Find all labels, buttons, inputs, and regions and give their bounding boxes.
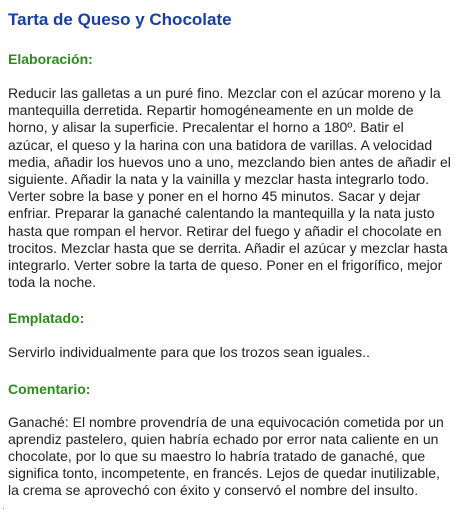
corner-dot: [3, 508, 4, 509]
section-text-comentario: Ganaché: El nombre provendría de una equivocación cometida por un aprendiz pastelero, quien habría echado por error nata caliente en un chocolate, por lo que su maestro lo habría tratado de ganaché, que significa tonto, incompetente, en francés. Lejos de quedar inutilizable, la crema se aprovechó con éxito y conservó el nombre del insulto.: [8, 413, 444, 499]
section-text-emplatado: Servirlo individualmente para que los trozos sean iguales..: [8, 344, 370, 361]
section-text-elaboracion: Reducir las galletas a un puré fino. Mezclar con el azúcar moreno y la mantequilla derretida. Repartir homogéneamente en un molde de horno, y alisar la superficie. Precalentar el horno a 180º. Batir el azúcar, el queso y la harina con una batidora de varillas. A velocidad media, añadir los huevos uno a uno, mezclando bien antes de añadir el siguiente. Añadir la nata y la vainilla y mezclar hasta integrarlo todo. Verter sobre la base y poner en el horno 45 minutos. Sacar y dejar enfriar. Preparar la ganaché calentando la mantequilla y la nata justo hasta que rompan el hervor. Retirar del fuego y añadir el chocolate en trocitos. Mezclar hasta que se derrita. Añadir el azúcar y mezclar hasta integrarlo. Verter sobre la tarta de queso. Poner en el frigorífico, mejor toda la noche.: [8, 85, 451, 291]
section-heading-emplatado: Emplatado:: [8, 310, 85, 327]
section-heading-elaboracion: Elaboración:: [8, 51, 93, 67]
recipe-title: Tarta de Queso y Chocolate: [8, 10, 232, 29]
section-heading-comentario: Comentario:: [8, 380, 91, 397]
